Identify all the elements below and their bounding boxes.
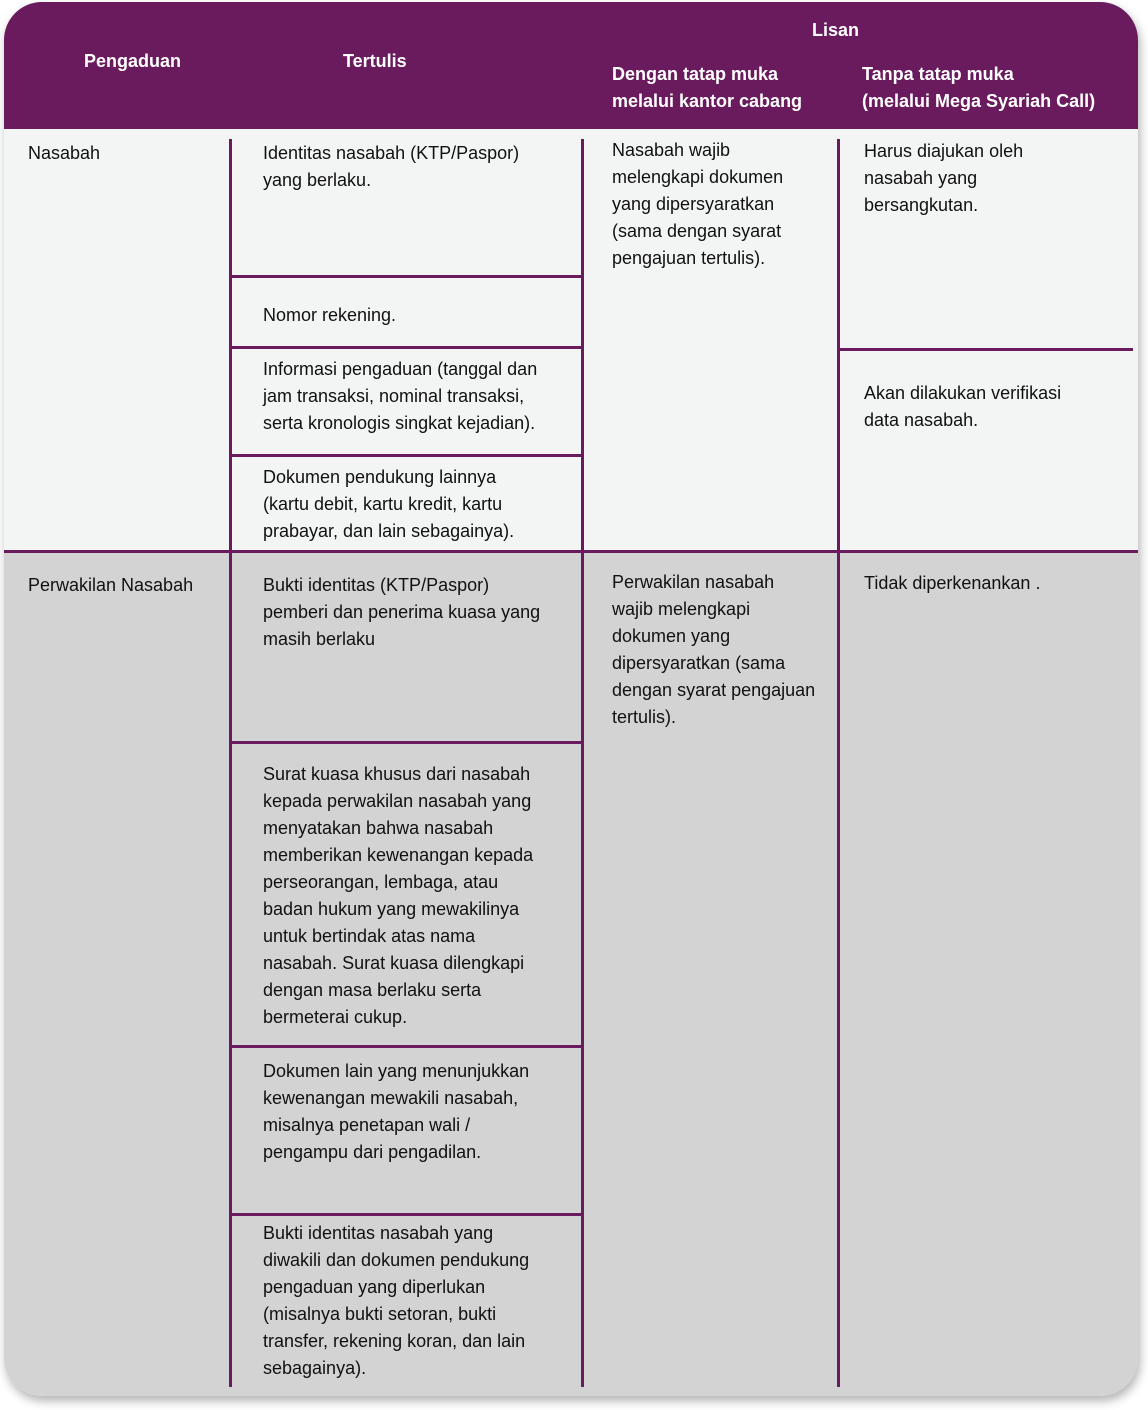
- cell-divider: [231, 454, 583, 457]
- tertulis-item: [263, 572, 540, 653]
- text-line: wajib melengkapi: [612, 599, 751, 619]
- text-line: serta kronologis singkat kejadian).: [263, 413, 536, 433]
- tanpa-tatap-muka-cell: [864, 380, 1061, 434]
- row-label-perwakilan-nasabah: Perwakilan Nasabah: [28, 575, 194, 595]
- tertulis-item: [263, 761, 533, 1031]
- header-lisan: Lisan: [812, 20, 860, 40]
- text-line: pengampu dari pengadilan.: [263, 1142, 482, 1162]
- header-tatap-muka: [612, 61, 802, 115]
- text-line: Harus diajukan oleh: [864, 141, 1024, 161]
- header-pengaduan: Pengaduan: [84, 51, 182, 71]
- text-line: prabayar, dan lain sebagainya).: [263, 521, 515, 541]
- cell-divider: [231, 1213, 583, 1216]
- text-line: memberikan kewenangan kepada: [263, 845, 534, 865]
- header-tertulis: Tertulis: [343, 51, 407, 71]
- text-line: Perwakilan nasabah: [612, 572, 775, 592]
- text-line: dengan masa berlaku serta: [263, 980, 482, 1000]
- text-line: dipersyaratkan (sama: [612, 653, 786, 673]
- text-line: pengajuan tertulis).: [612, 248, 766, 268]
- tertulis-item: [263, 140, 519, 194]
- text-line: nasabah yang: [864, 168, 978, 188]
- text-line: (misalnya bukti setoran, bukti: [263, 1304, 497, 1324]
- text-line: yang dipersyaratkan: [612, 194, 775, 214]
- text-line: Dokumen pendukung lainnya: [263, 467, 497, 487]
- tertulis-item: [263, 1220, 529, 1382]
- text-line: Bukti identitas nasabah yang: [263, 1223, 494, 1243]
- text-line: jam transaksi, nominal transaksi,: [263, 386, 525, 406]
- text-line: perseorangan, lembaga, atau: [263, 872, 499, 892]
- column-divider-tertulis-right: [581, 139, 584, 1387]
- tertulis-item: [263, 302, 396, 329]
- text-line: Bukti identitas (KTP/Paspor): [263, 575, 490, 595]
- text-line: dengan syarat pengajuan: [612, 680, 816, 700]
- text-line: kepada perwakilan nasabah yang: [263, 791, 532, 811]
- text-line: sebagainya).: [263, 1358, 367, 1378]
- tanpa-tatap-muka-cell: [864, 570, 1040, 597]
- tertulis-item: [263, 1058, 529, 1166]
- text-line: (sama dengan syarat: [612, 221, 782, 241]
- header-tatap-muka-line: Dengan tatap muka: [612, 64, 779, 84]
- text-line: transfer, rekening koran, dan lain: [263, 1331, 526, 1351]
- header-tanpa-tatap-muka-line: (melalui Mega Syariah Call): [862, 91, 1096, 111]
- text-line: diwakili dan dokumen pendukung: [263, 1250, 530, 1270]
- text-line: untuk bertindak atas nama: [263, 926, 476, 946]
- text-line: dokumen yang: [612, 626, 731, 646]
- text-line: Surat kuasa khusus dari nasabah: [263, 764, 531, 784]
- cell-divider: [231, 346, 583, 349]
- text-line: Nasabah wajib: [612, 140, 731, 160]
- cell-divider: [231, 741, 583, 744]
- table-header: [4, 2, 1138, 129]
- tatap-muka-cell: [612, 569, 815, 731]
- text-line: melengkapi dokumen: [612, 167, 784, 187]
- text-line: Dokumen lain yang menunjukkan: [263, 1061, 530, 1081]
- text-line: Akan dilakukan verifikasi: [864, 383, 1062, 403]
- column-divider-tertulis-left: [229, 139, 232, 1387]
- tertulis-item: [263, 464, 514, 545]
- text-line: pengaduan yang diperlukan: [263, 1277, 486, 1297]
- tanpa-tatap-muka-cell: [864, 138, 1023, 219]
- text-line: misalnya penetapan wali /: [263, 1115, 471, 1135]
- column-divider-lisan: [837, 139, 840, 1387]
- text-line: bersangkutan.: [864, 195, 979, 215]
- header-tatap-muka-line: melalui kantor cabang: [612, 91, 803, 111]
- text-line: kewenangan mewakili nasabah,: [263, 1088, 519, 1108]
- row-label-nasabah: Nasabah: [28, 143, 101, 163]
- complaint-requirements-table: [4, 2, 1138, 1396]
- cell-divider: [839, 348, 1133, 351]
- header-tanpa-tatap-muka-line: Tanpa tatap muka: [862, 64, 1014, 84]
- cell-divider: [231, 1045, 583, 1048]
- text-line: badan hukum yang mewakilinya: [263, 899, 520, 919]
- tertulis-item: [263, 356, 537, 437]
- text-line: nasabah. Surat kuasa dilengkapi: [263, 953, 525, 973]
- text-line: tertulis).: [612, 707, 677, 727]
- text-line: bermeterai cukup.: [263, 1007, 408, 1027]
- text-line: Informasi pengaduan (tanggal dan: [263, 359, 538, 379]
- header-tanpa-tatap-muka: [862, 61, 1095, 115]
- text-line: yang berlaku.: [263, 170, 372, 190]
- text-line: pemberi dan penerima kuasa yang: [263, 602, 541, 622]
- text-line: Nomor rekening.: [263, 305, 397, 325]
- text-line: menyatakan bahwa nasabah: [263, 818, 494, 838]
- cell-divider: [231, 275, 583, 278]
- row-divider: [4, 550, 1138, 553]
- tatap-muka-cell: [612, 137, 783, 272]
- text-line: Identitas nasabah (KTP/Paspor): [263, 143, 520, 163]
- row-perwakilan-background: [4, 551, 1138, 1396]
- text-line: (kartu debit, kartu kredit, kartu: [263, 494, 503, 514]
- text-line: masih berlaku: [263, 629, 376, 649]
- text-line: data nasabah.: [864, 410, 979, 430]
- text-line: Tidak diperkenankan .: [864, 573, 1041, 593]
